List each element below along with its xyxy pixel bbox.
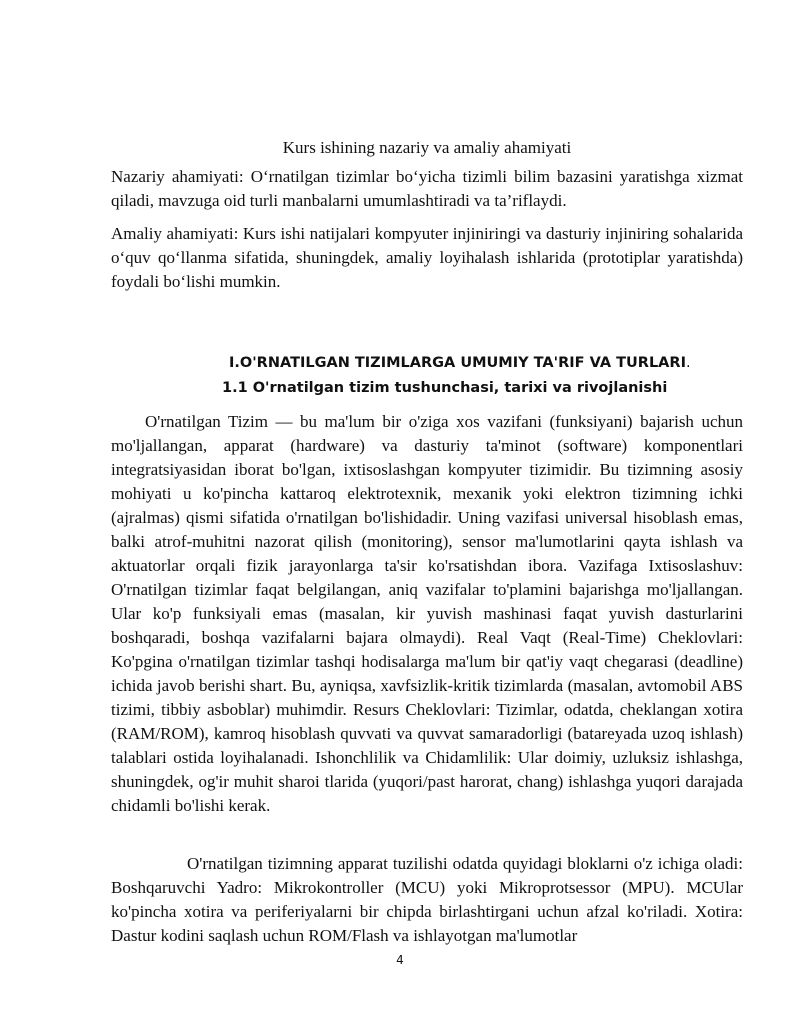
subsection-heading: 1.1 O'rnatilgan tizim tushunchasi, tarixi va rivojlanishi [222,380,668,396]
theory-paragraph: Nazariy ahamiyati: O‘rnatilgan tizimlar bo‘yicha tizimli bilim bazasini yaratishga xizmat qiladi, mavzuga oid turli manbalarni umumlashtiradi va ta’riflaydi. [111,167,743,210]
section-title: Kurs ishining nazariy va amaliy ahamiyati [282,138,572,157]
practice-paragraph: Amaliy ahamiyati: Kurs ishi natijalari kompyuter injiniringi va dasturiy injiniring sohalarida o‘quv qo‘llanma sifatida, shuningdek, amaliy loyihalash ishlarida (prototiplar yaratishda) foydali bo‘lishi mumkin. [111,224,743,291]
body-paragraph-2: O'rnatilgan tizimning apparat tuzilishi odatda quyidagi bloklarni o'z ichiga oladi: Boshqaruvchi Yadro: Mikrokontroller (MCU) yoki Mikroprotsessor (MPU). MCUlar ko'pincha xotira va periferiyalarni bir chipda birlashtirgani uchun afzal ko'riladi. Xotira: Dastur kodini saqlash uchun ROM/Flash va ishlayotgan ma'lumotlar [111,854,743,945]
chapter-heading-line [229,353,691,373]
chapter-heading: I.O'RNATILGAN TIZIMLARGA UMUMIY TA'RIF VA TURLARI [229,355,686,371]
chapter-heading-dot: . [685,355,691,371]
body-paragraph-1: O'rnatilgan Tizim — bu ma'lum bir o'ziga xos vazifani (funksiyani) bajarish uchun mo'ljallangan, apparat (hardware) va dasturiy ta'minot (software) komponentlari integratsiyasidan iborat bo'lgan, ixtisoslashgan kompyuter tizimidir. Bu tizimning asosiy mohiyati u ko'pincha kattaroq elektrotexnik, mexanik yoki elektron tizimning ichki (ajralmas) qismi sifatida o'rnatilgan bo'lishidadir. Uning vazifasi universal hisoblash emas, balki atrof-muhitni nazorat qilish (monitoring), sensor ma'lumotlarini qayta ishlash va aktuatorlar orqali fizik jarayonlarga ta'sir ko'rsatishdan ibora. Vazifaga Ixtisoslashuv: O'rnatilgan tizimlar faqat belgilangan, aniq vazifalar to'plamini bajarishga mo'ljallangan. Ular ko'p funksiyali emas (masalan, kir yuvish mashinasi faqat yuvish dasturlarini boshqaradi, boshqa vazifalarni bajara olmaydi). Real Vaqt (Real-Time) Cheklovlari: Ko'pgina o'rnatilgan tizimlar tashqi hodisalarga ma'lum bir qat'iy vaqt chegarasi (deadline) ichida javob berishi shart. Bu, ayniqsa, xavfsizlik-kritik tizimlarda (masalan, avtomobil ABS tizimi, tibbiy asboblar) muhimdir. Resurs Cheklovlari: Tizimlar, odatda, cheklangan xotira (RAM/ROM), kamroq hisoblash quvvati va quvvat samaradorligi (batareyada uzoq ishlash) talablari ostida loyihalanadi. Ishonchlilik va Chidamlilik: Ular doimiy, uzluksiz ishlashga, shuningdek, og'ir muhit sharoi tlarida (yuqori/past harorat, chang) ishlashga yuqori darajada chidamli bo'lishi kerak. [111,412,743,815]
page-number: 4 [396,953,404,967]
